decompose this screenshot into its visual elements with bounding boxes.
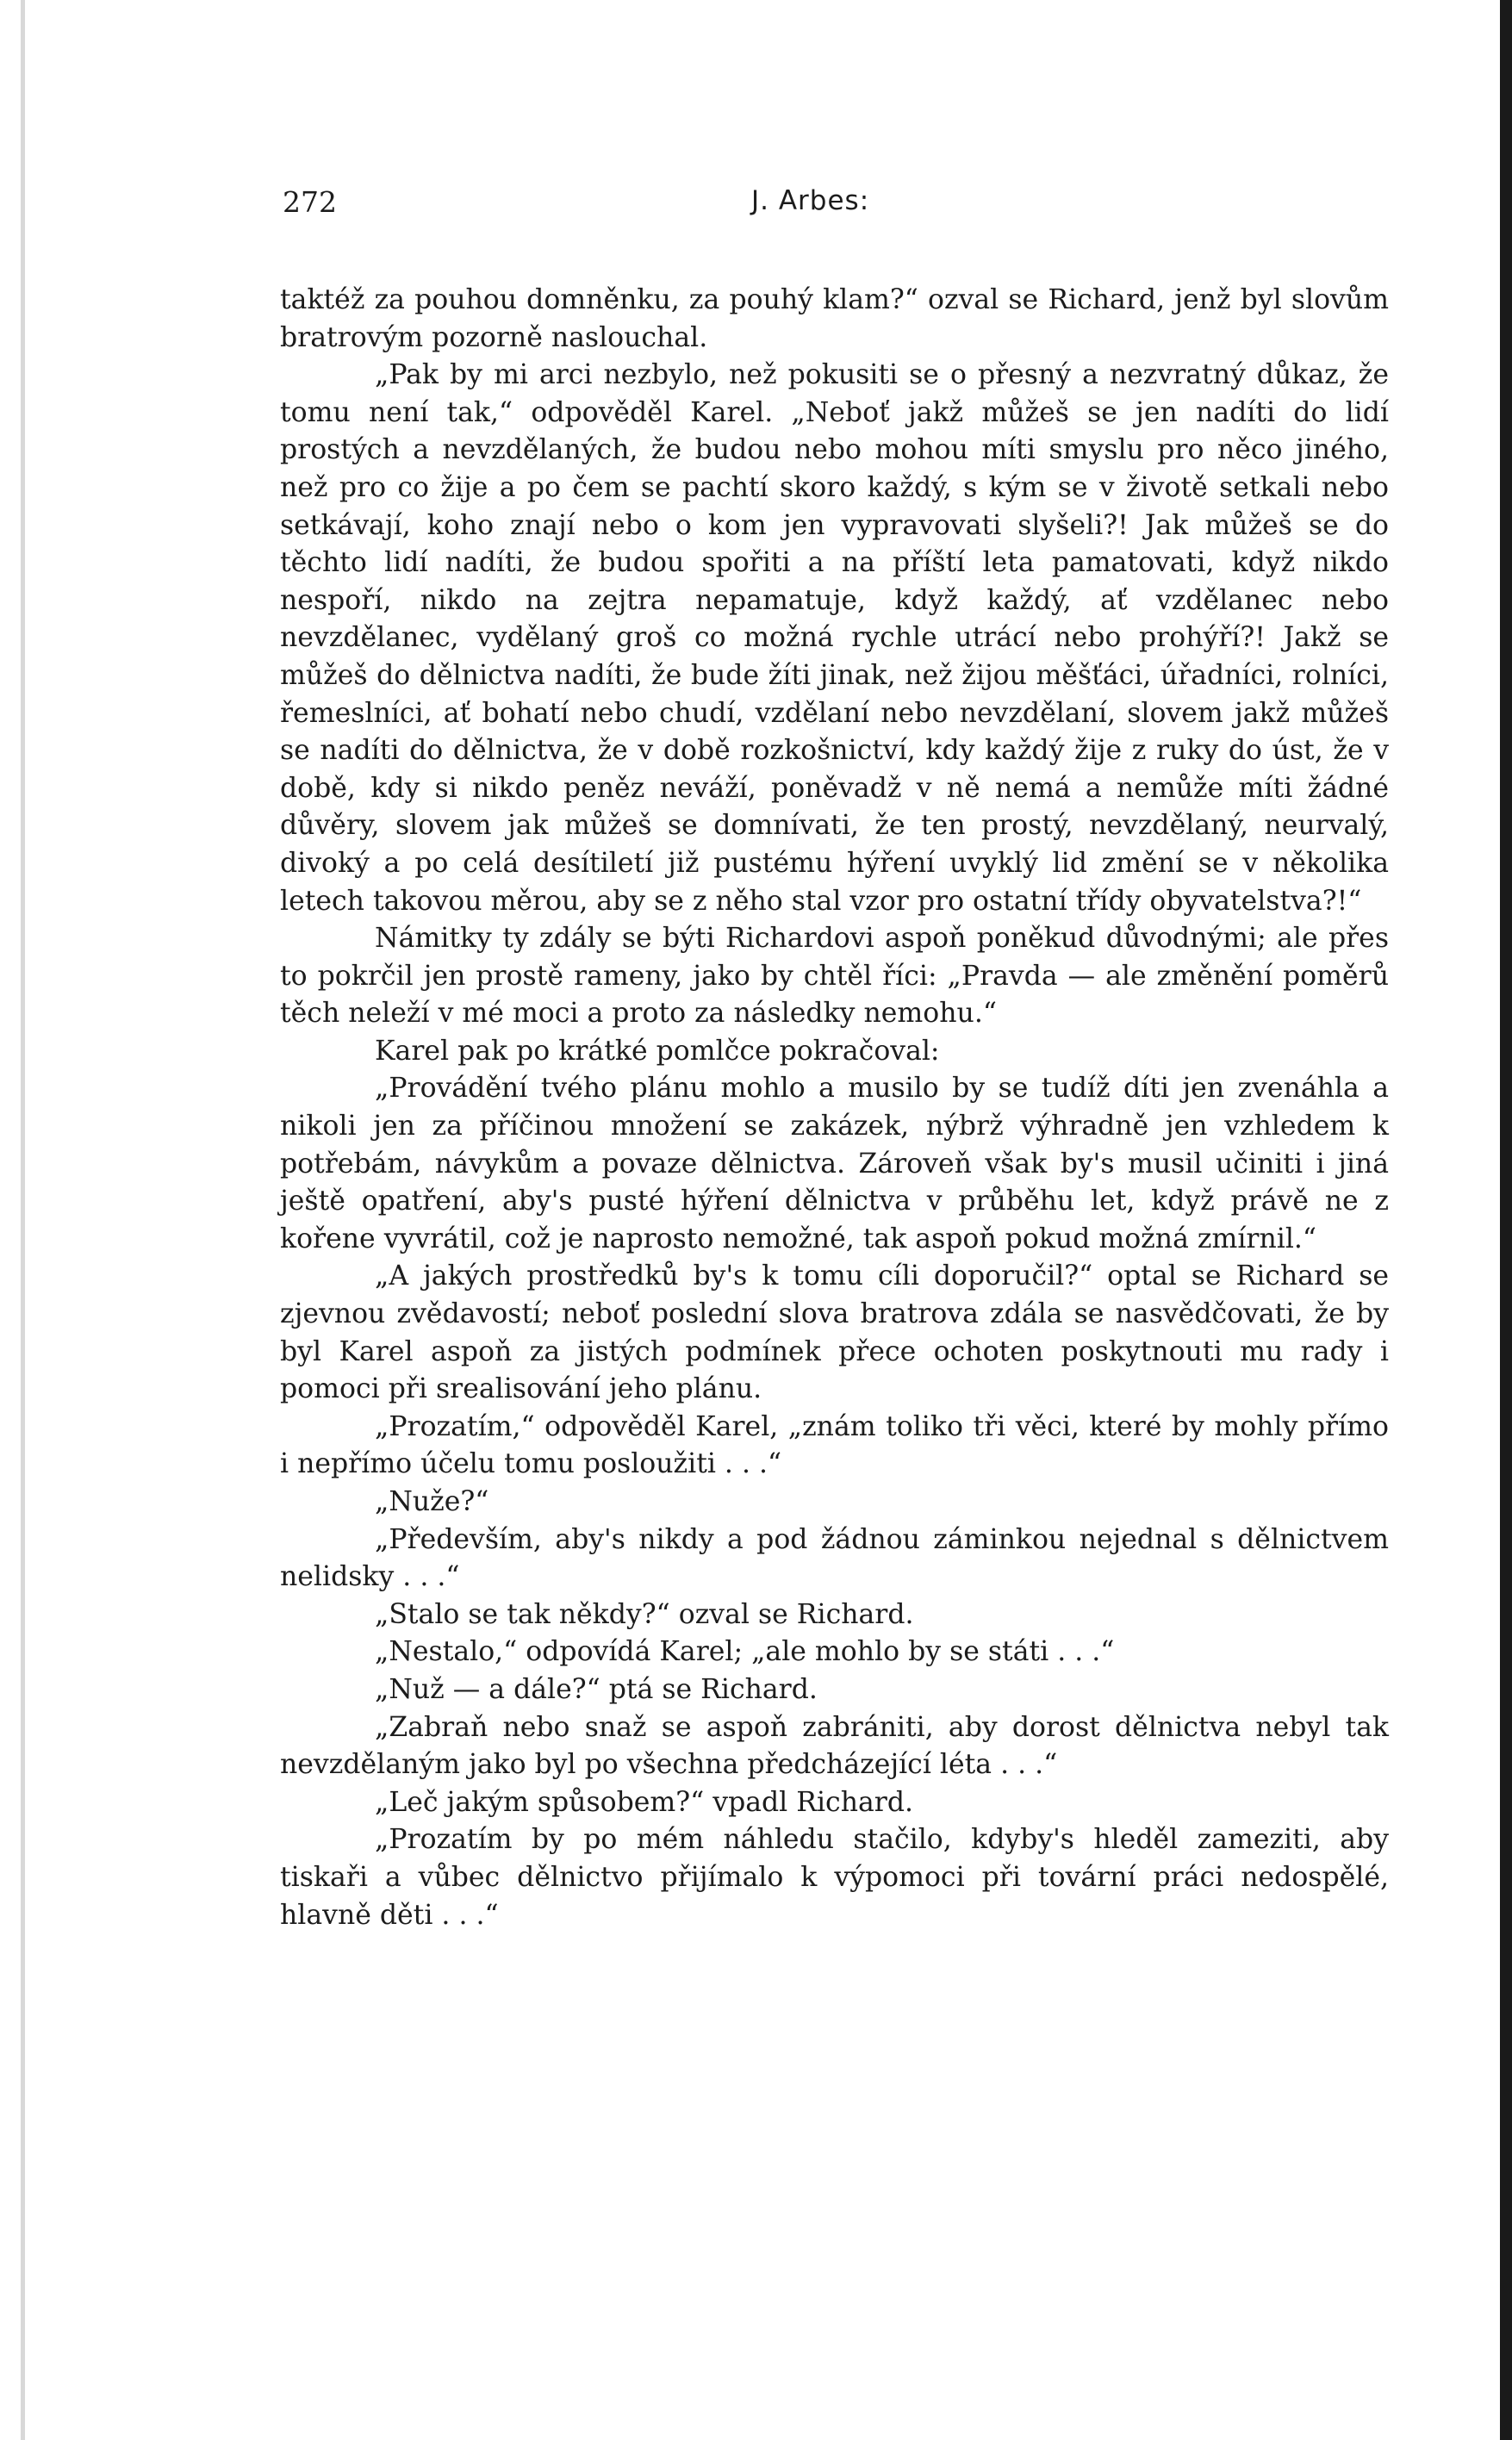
page-header — [280, 185, 1389, 237]
paragraph: „A jakých prostředků by's k tomu cíli doporučil?“ optal se Richard se zjevnou zvědavostí; neboť poslední slova bratrova zdála se nasvědčovati, že by byl Karel aspoň za jistých podmínek přece ochoten poskytnouti mu rady i pomoci při srealisování jeho plánu. — [280, 1260, 1389, 1405]
running-head: J. Arbes: — [751, 185, 870, 216]
paragraph: „Prozatím by po mém náhledu stačilo, kdyby's hleděl zameziti, aby tiskaři a vůbec dělnictvo přijímalo k výpomoci při tovární práci nedospělé, hlavně děti . . .“ — [280, 1824, 1389, 1931]
body-text — [280, 282, 1389, 1934]
scan-edge-line — [21, 0, 25, 2440]
paragraph: „Nuže?“ — [375, 1486, 489, 1517]
paragraph: Námitky ty zdály se býti Richardovi aspoň poněkud důvodnými; ale přes to pokrčil jen prostě rameny, jako by chtěl říci: „Pravda — ale změnění poměrů těch neleží v mé moci a proto za následky nemohu.“ — [280, 923, 1389, 1030]
paragraph: „Provádění tvého plánu mohlo a musilo by se tudíž díti jen zvenáhla a nikoli jen za příčinou množení se zakázek, nýbrž výhradně jen vzhledem k potřebám, návykům a povaze dělnictva. Zároveň však by's musil učiniti i jiná ještě opatření, aby's pusté hýření dělnictva v průběhu let, když právě ne z kořene vyvrátil, což je naprosto nemožné, tak aspoň pokud možná zmírnil.“ — [280, 1073, 1389, 1254]
paragraph: Karel pak po krátké pomlčce pokračoval: — [375, 1035, 940, 1067]
scan-margin-left — [0, 0, 19, 2440]
paragraph: „Zabraň nebo snaž se aspoň zabrániti, aby dorost dělnictva nebyl tak nevzdělaným jako byl po všechna předcházející léta . . .“ — [280, 1711, 1389, 1781]
paragraph: „Především, aby's nikdy a pod žádnou záminkou nejednal s dělnictvem nelidsky . . .“ — [280, 1523, 1389, 1593]
book-page — [280, 185, 1389, 1934]
paragraph: „Nestalo,“ odpovídá Karel; „ale mohlo by se státi . . .“ — [375, 1636, 1115, 1668]
paragraph: „Leč jakým spůsobem?“ vpadl Richard. — [375, 1786, 914, 1818]
paragraph: „Prozatím,“ odpověděl Karel, „znám toliko tři věci, které by mohly přímo i nepřímo účelu tomu posloužiti . . .“ — [280, 1410, 1389, 1480]
paragraph: taktéž za pouhou domněnku, za pouhý klam?“ ozval se Richard, jenž byl slovům bratrovým pozorně naslouchal. — [280, 284, 1389, 353]
scan-edge-right — [1500, 0, 1512, 2440]
paragraph: „Stalo se tak někdy?“ ozval se Richard. — [375, 1598, 914, 1630]
paragraph: „Pak by mi arci nezbylo, než pokusiti se o přesný a nezvratný důkaz, že tomu není tak,“ odpověděl Karel. „Neboť jakž můžeš se jen nadíti do lidí prostých a nevzdělaných, že budou nebo mohou míti smyslu pro něco jiného, než pro co žije a po čem se pachtí skoro každý, s kým se v životě setkali nebo setkávají, koho znají nebo o kom jen vypravovati slyšeli?! Jak můžeš se do těchto lidí nadíti, že budou spořiti a na příští leta pamatovati, když nikdo nespoří, nikdo na zejtra nepamatuje, když každý, ať vzdělanec nebo nevzdělanec, vydělaný groš co možná rychle utrácí nebo prohýří?! Jakž se můžeš do dělnictva nadíti, že bude žíti jinak, než žijou měšťáci, úřadníci, rolníci, řemeslníci, ať bohatí nebo chudí, vzdělaní nebo nevzdělaní, slovem jakž můžeš se nadíti do dělnictva, že v době rozkošnictví, kdy každý žije z ruky do úst, že v době, kdy si nikdo peněz neváží, poněvadž v ně nemá a nemůže míti žádné důvěry, slovem jak můžeš se domnívati, že ten prostý, nevzdělaný, neurvalý, divoký a po celá desítiletí již pustému hýření uvyklý lid změní se v několika letech takovou měrou, aby se z něho stal vzor pro ostatní třídy obyvatelstva?!“ — [280, 359, 1389, 917]
page-number: 272 — [283, 185, 337, 219]
paragraph: „Nuž — a dále?“ ptá se Richard. — [375, 1673, 818, 1705]
